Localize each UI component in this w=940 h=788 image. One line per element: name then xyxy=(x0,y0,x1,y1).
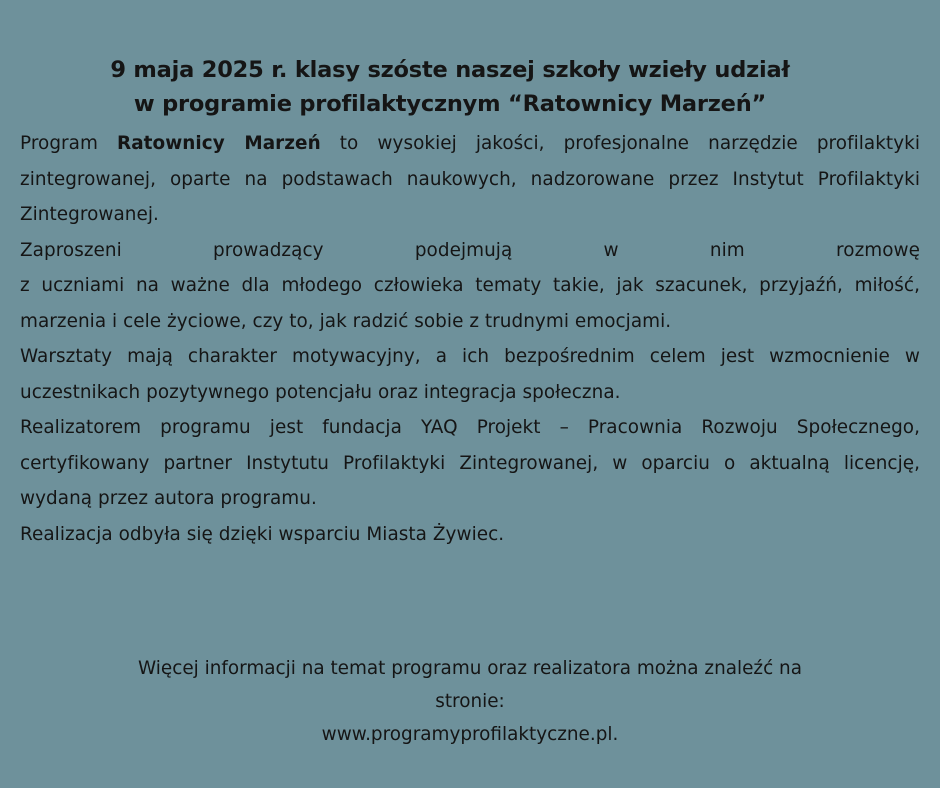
paragraph-organizer: Realizatorem programu jest fundacja YAQ Projekt – Pracownia Rozwoju Społecznego, certyfikowany partner Instytutu Profilaktyki Zintegrowanej, w oparciu o aktualną licencję, wydaną przez autora programu. xyxy=(20,417,920,509)
paragraph-invited xyxy=(20,233,920,340)
more-info xyxy=(0,652,940,751)
more-info-line-1: Więcej informacji na temat programu oraz realizatora można znaleźć na xyxy=(138,658,802,679)
paragraph-invited-first-line: Zaproszeni prowadzący podejmują w nim rozmowę xyxy=(20,239,920,261)
title-line-1: 9 maja 2025 r. klasy szóste naszej szkoły wzieły udział xyxy=(110,57,790,83)
paragraph-program-rest: to wysokiej jakości, profesjonalne narzędzie profilaktyki zintegrowanej, oparte na podstawach naukowych, nadzorowane przez Instytut Profilaktyki Zintegrowanej. xyxy=(20,133,920,225)
website-url: www.programyprofilaktyczne.pl. xyxy=(321,724,619,745)
paragraph-invited-rest: z uczniami na ważne dla młodego człowieka tematy takie, jak szacunek, przyjaźń, miłość, marzenia i cele życiowe, czy to, jak radzić sobie z trudnymi emocjami. xyxy=(20,275,920,332)
paragraph-workshops: Warsztaty mają charakter motywacyjny, a ich bezpośrednim celem jest wzmocnienie w uczestnikach pozytywnego potencjału oraz integracja społeczna. xyxy=(20,346,920,403)
title-line-2: w programie profilaktycznym “Ratownicy Marzeń” xyxy=(133,91,767,117)
more-info-line-2: stronie: xyxy=(435,691,505,712)
paragraph-program-prefix: Program xyxy=(20,133,118,154)
paragraph-funding: Realizacja odbyła się dzięki wsparciu Miasta Żywiec. xyxy=(20,523,505,545)
paragraph-program xyxy=(20,126,920,233)
article-body xyxy=(20,126,920,552)
page-title xyxy=(0,53,900,121)
program-name: Ratownicy Marzeń xyxy=(117,133,321,154)
